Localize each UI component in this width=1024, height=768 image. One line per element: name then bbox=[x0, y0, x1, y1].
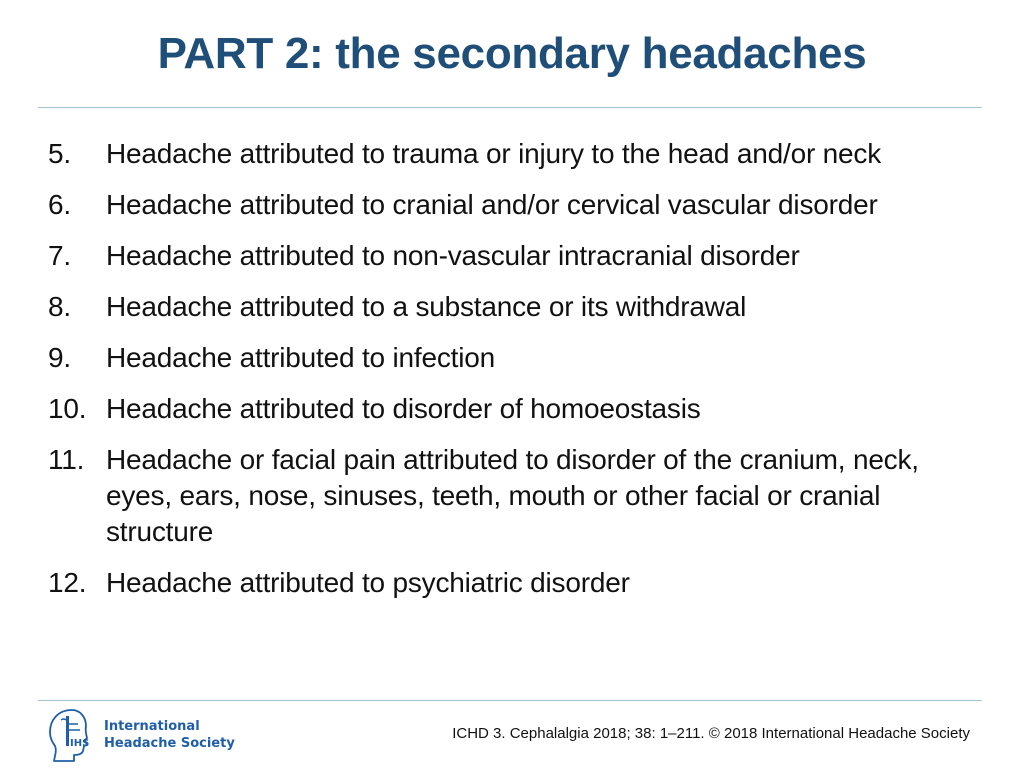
list-item bbox=[48, 442, 978, 550]
list-item-text: Headache attributed to psychiatric disorder bbox=[106, 567, 630, 598]
list-item-number: 8. bbox=[48, 291, 71, 322]
list-item-number: 5. bbox=[48, 138, 71, 169]
logo-line-2: Headache Society bbox=[104, 736, 235, 751]
page-title: PART 2: the secondary headaches bbox=[157, 29, 867, 78]
list-item-number: 12. bbox=[48, 567, 87, 598]
list-item-text: Headache or facial pain attributed to disorder of the cranium, neck, eyes, ears, nose, sinuses, teeth, mouth or other facial or cranial structure bbox=[106, 444, 919, 547]
list-item bbox=[48, 289, 978, 325]
list-item bbox=[48, 565, 978, 601]
title-divider bbox=[38, 107, 982, 108]
list-item-text: Headache attributed to cranial and/or cervical vascular disorder bbox=[106, 189, 878, 220]
list-item-text: Headache attributed to non-vascular intracranial disorder bbox=[106, 240, 800, 271]
list-item bbox=[48, 187, 978, 223]
head-profile-logo-icon bbox=[42, 706, 100, 764]
list-item bbox=[48, 136, 978, 172]
list-item-text: Headache attributed to infection bbox=[106, 342, 495, 373]
list-item-text: Headache attributed to a substance or its withdrawal bbox=[106, 291, 747, 322]
logo-mark-letters: IHS bbox=[70, 738, 90, 749]
list-item-number: 11. bbox=[48, 444, 85, 475]
list-item-number: 9. bbox=[48, 342, 71, 373]
list-item-text: Headache attributed to disorder of homoeostasis bbox=[106, 393, 701, 424]
citation-text: ICHD 3. Cephalalgia 2018; 38: 1–211. © 2018 International Headache Society bbox=[452, 725, 970, 742]
list-item bbox=[48, 391, 978, 427]
logo-line-1: International bbox=[104, 719, 200, 734]
secondary-headache-list bbox=[48, 136, 978, 616]
list-item-text: Headache attributed to trauma or injury to the head and/or neck bbox=[106, 138, 881, 169]
footer-divider bbox=[38, 700, 982, 701]
list-item bbox=[48, 238, 978, 274]
list-item-number: 7. bbox=[48, 240, 71, 271]
list-item-number: 6. bbox=[48, 189, 71, 220]
list-item-number: 10. bbox=[48, 393, 87, 424]
list-item bbox=[48, 340, 978, 376]
ihs-logo bbox=[42, 706, 242, 764]
logo-wordmark bbox=[104, 718, 235, 752]
